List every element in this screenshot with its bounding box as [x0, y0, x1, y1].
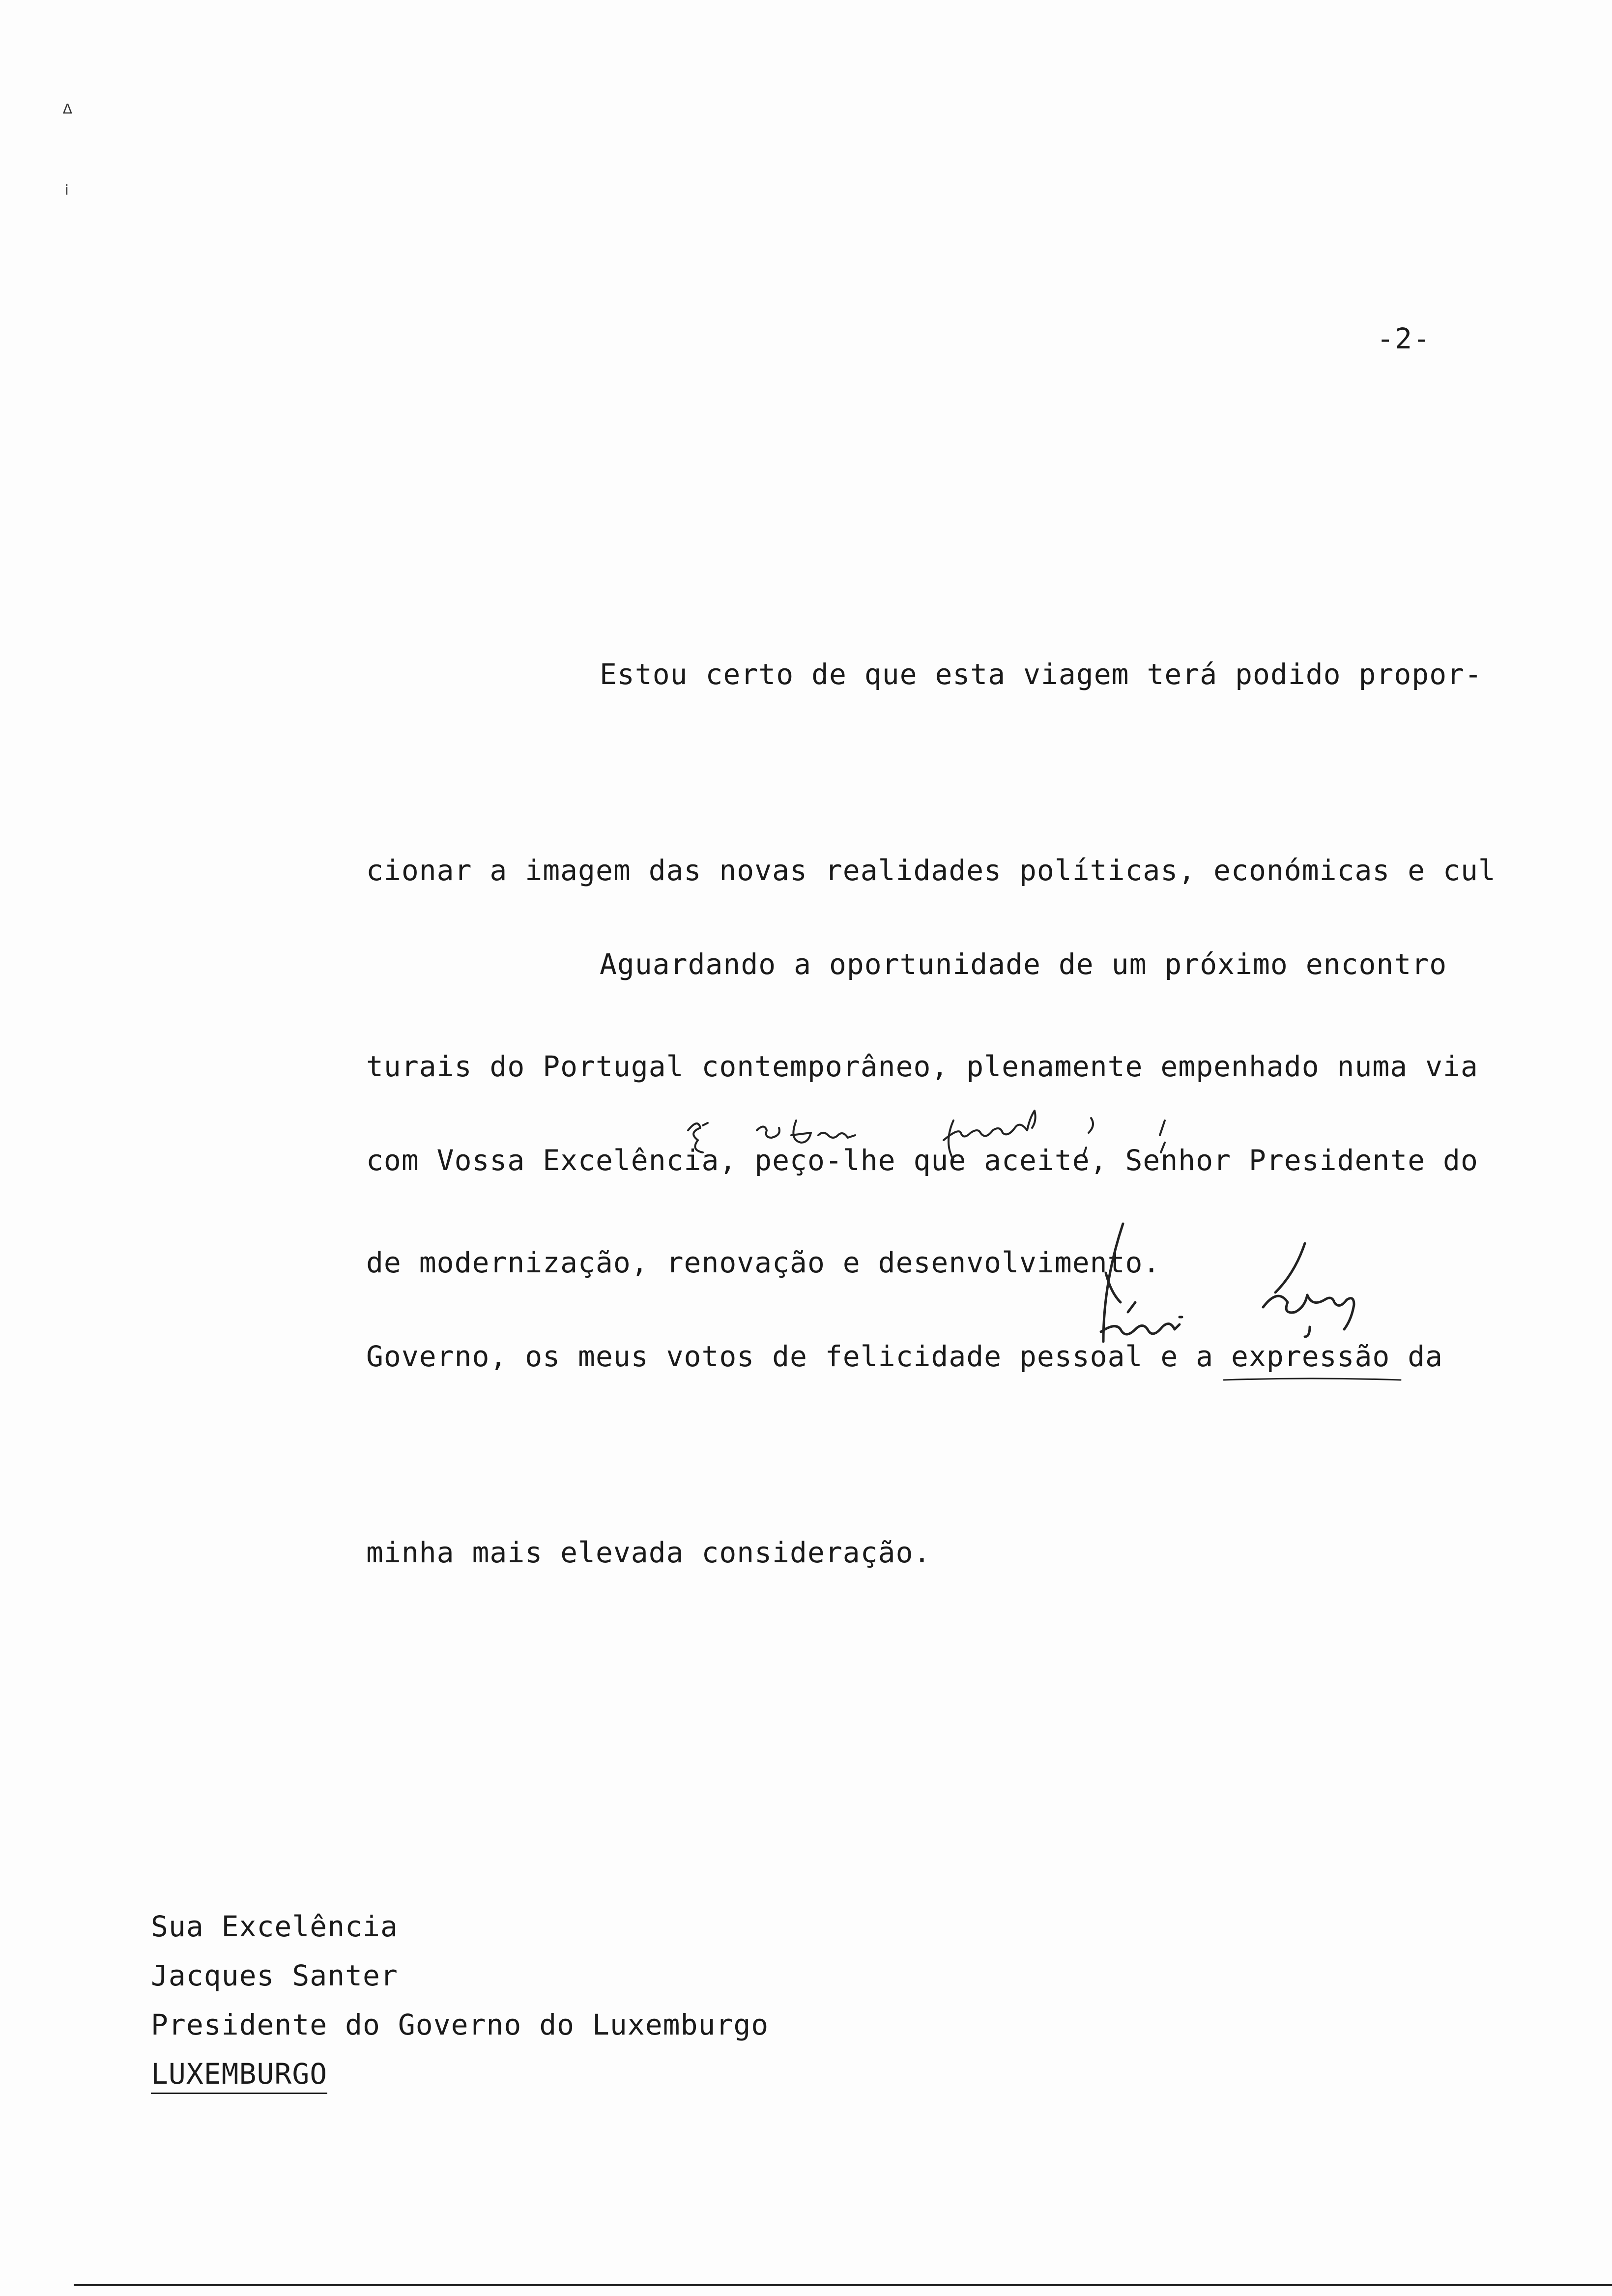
- addressee-title: Sua Excelência: [151, 1910, 398, 1943]
- signature: [1032, 1214, 1406, 1391]
- addressee-name: Jacques Santer: [151, 1959, 398, 1992]
- scan-artifact-mark: i: [65, 182, 69, 198]
- paragraph-line: minha mais elevada consideração.: [366, 1536, 931, 1569]
- paragraph-line: de modernização, renovação e desenvolvimento.: [366, 1246, 1161, 1279]
- page-number: -2-: [1377, 322, 1431, 355]
- paragraph-line: turais do Portugal contemporâneo, plenamente empenhado numa via: [366, 1050, 1478, 1083]
- handwritten-closing: [678, 1101, 1199, 1175]
- addressee-position: Presidente do Governo do Luxemburgo: [151, 2008, 769, 2041]
- paragraph-line: Estou certo de que esta viagem terá podido propor-: [600, 658, 1482, 691]
- paragraph-line: cionar a imagem das novas realidades políticas, económicas e cul: [366, 854, 1496, 887]
- addressee-block: [151, 1902, 769, 2098]
- paragraph-line: Aguardando a oportunidade de um próximo encontro: [600, 947, 1447, 981]
- scan-artifact-mark: ∆: [63, 101, 72, 117]
- paragraph-line: com Vossa Excelência, peço-lhe que aceite, Senhor Presidente do: [366, 1144, 1478, 1177]
- paragraph-line: Governo, os meus votos de felicidade pessoal e a expressão da: [366, 1340, 1443, 1373]
- addressee-country: LUXEMBURGO: [151, 2057, 327, 2094]
- scan-edge-line: [74, 2284, 1612, 2286]
